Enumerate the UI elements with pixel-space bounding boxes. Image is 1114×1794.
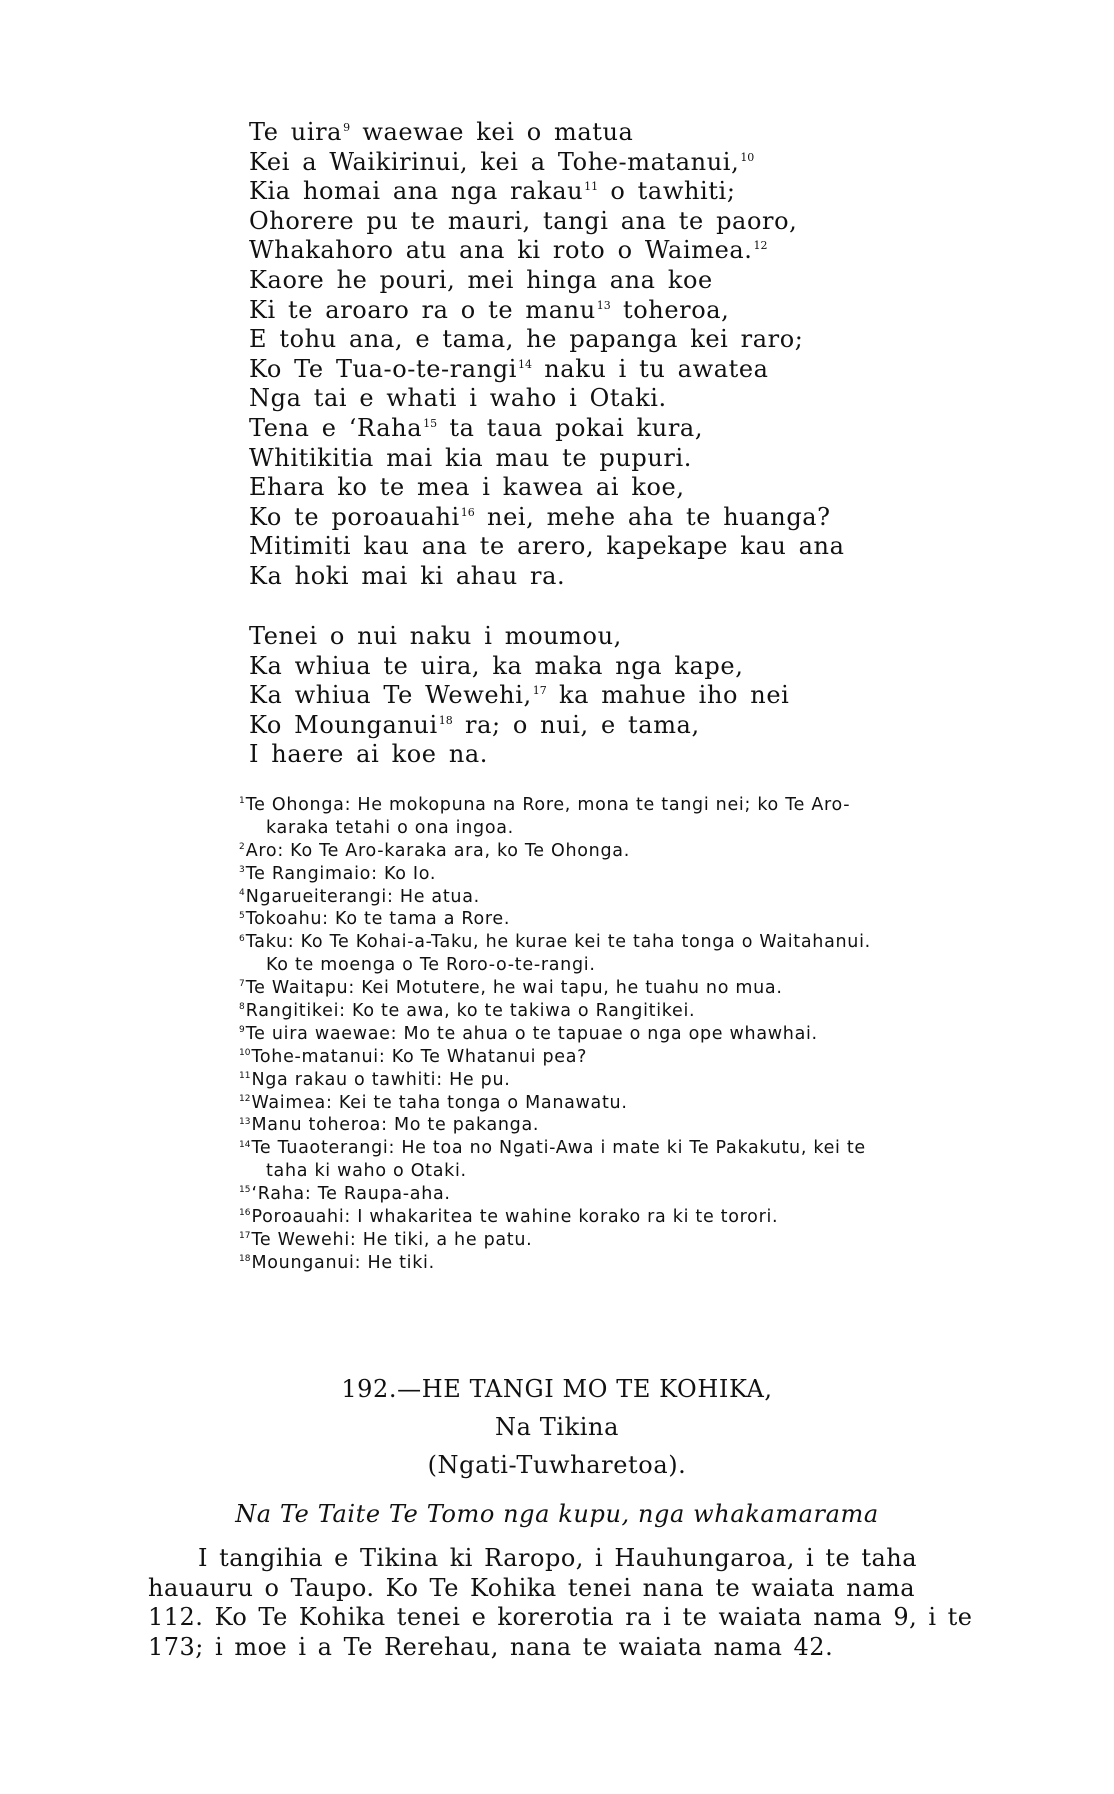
footnote-text: Taku: Ko Te Kohai-a-Taku, he kurae kei te taha tonga o Waitahanui. <box>245 932 871 953</box>
footnote-text: Te Rangimaio: Ko Io. <box>245 863 437 884</box>
verse-line <box>249 118 1069 148</box>
verse-line <box>249 503 1069 533</box>
verse-line <box>249 296 1069 326</box>
verse-stanza-1 <box>249 118 1069 592</box>
verse-line-text: Tena e ‘Raha <box>249 413 423 442</box>
footnote <box>239 817 979 840</box>
footnote-marker: 13 <box>596 298 611 312</box>
song-title: 192.—HE TANGI MO TE KOHIKA, <box>341 1375 773 1403</box>
footnote-number: 11 <box>239 1070 251 1081</box>
verse-stanza-2 <box>249 622 1069 770</box>
footnote-text: Tokoahu: Ko te tama a Rore. <box>245 909 511 930</box>
footnote-number: 12 <box>239 1093 251 1104</box>
verse-line-text: naku i tu awatea <box>532 354 769 383</box>
footnote-number: 9 <box>239 1025 245 1036</box>
verse-line-text: Ko te poroauahi <box>249 502 460 531</box>
verse-line <box>249 325 1069 355</box>
footnote-number: 16 <box>239 1208 251 1219</box>
song-credit: Na Te Taite Te Tomo nga kupu, nga whakamarama <box>235 1500 879 1528</box>
verse-line-text: ka mahue iho nei <box>546 681 790 710</box>
footnote-number: 10 <box>239 1047 251 1058</box>
footnote-number: 3 <box>239 864 245 875</box>
footnote <box>239 1206 979 1229</box>
verse-line-text: o tawhiti; <box>598 177 736 206</box>
footnote-number: 7 <box>239 979 245 990</box>
verse-line <box>249 711 1069 741</box>
footnote-marker: 11 <box>584 180 599 194</box>
footnote <box>239 908 979 931</box>
footnote-number: 18 <box>239 1253 251 1264</box>
footnote <box>239 1183 979 1206</box>
verse-line-text: Ka whiua Te Wewehi, <box>249 681 532 710</box>
footnote-number: 4 <box>239 887 245 898</box>
paragraph-line: I tangihia e Tikina ki Raropo, i Hauhungaroa, i te taha <box>198 1544 918 1572</box>
footnote <box>239 1046 979 1069</box>
verse-line <box>249 444 1069 474</box>
footnote-number: 13 <box>239 1116 251 1127</box>
verse-line <box>249 681 1069 711</box>
footnote-text: Mounganui: He tiki. <box>251 1252 435 1273</box>
verse-line <box>249 473 1069 503</box>
verse-line-text: Ko Te Tua-o-te-rangi <box>249 354 518 383</box>
verse-line <box>249 177 1069 207</box>
footnote <box>239 931 979 954</box>
verse-line-text: Ehara ko te mea i kawea ai koe, <box>249 473 685 502</box>
verse-line-text: ta taua pokai kura, <box>437 413 704 442</box>
verse-line <box>249 414 1069 444</box>
footnote-marker: 12 <box>753 239 768 253</box>
verse-line-text: Mitimiti kau ana te arero, kapekape kau ana <box>249 532 845 561</box>
verse-line-text: I haere ai koe na. <box>249 740 489 769</box>
footnote-text: Te Ohonga: He mokopuna na Rore, mona te tangi nei; ko Te Aro- <box>245 795 851 815</box>
footnote <box>239 794 979 817</box>
footnote-number: 8 <box>239 1002 245 1013</box>
verse-line-text: Ko Mounganui <box>249 710 438 739</box>
verse-line-text: Whitikitia mai kia mau te pupuri. <box>249 443 692 472</box>
footnote-marker: 18 <box>438 713 453 727</box>
footnote <box>239 1252 979 1275</box>
footnote-marker: 17 <box>532 684 547 698</box>
verse-line-text: Ka hoki mai ki ahau ra. <box>249 561 566 590</box>
song-author: Na Tikina <box>494 1413 619 1441</box>
footnote <box>239 1229 979 1252</box>
footnote-text: Te Tuaoterangi: He toa no Ngati-Awa i mate ki Te Pakakutu, kei te <box>251 1138 866 1159</box>
verse-line-text: nei, mehe aha te huanga? <box>474 502 831 531</box>
footnote-text: Nga rakau o tawhiti: He pu. <box>251 1069 511 1090</box>
footnote <box>239 863 979 886</box>
footnote-text: Ko te moenga o Te Roro-o-te-rangi. <box>266 955 596 976</box>
footnote-text: Ngarueiterangi: He atua. <box>245 886 480 907</box>
footnote-text: karaka tetahi o ona ingoa. <box>266 817 514 838</box>
verse-line <box>249 562 1069 592</box>
verse-line <box>249 207 1069 237</box>
footnote <box>239 840 979 863</box>
footnote-text: Waimea: Kei te taha tonga o Manawatu. <box>251 1092 628 1113</box>
footnote-text: Rangitikei: Ko te awa, ko te takiwa o Rangitikei. <box>245 1001 696 1022</box>
paragraph-line: 112. Ko Te Kohika tenei e korerotia ra i te waiata nama 9, i te <box>148 1603 973 1631</box>
verse-line-text: E tohu ana, e tama, he papanga kei raro; <box>249 325 804 354</box>
footnote <box>239 1160 979 1183</box>
verse-line-text: ra; o nui, e tama, <box>452 710 700 739</box>
footnote-text: Manu toheroa: Mo te pakanga. <box>251 1115 540 1136</box>
verse-line-text: Ka whiua te uira, ka maka nga kape, <box>249 651 744 680</box>
paragraph-line: hauauru o Taupo. Ko Te Kohika tenei nana te waiata nama <box>148 1573 916 1602</box>
verse-line <box>249 740 1069 770</box>
footnote-number: 17 <box>239 1231 251 1242</box>
footnote <box>239 1114 979 1137</box>
footnote-marker: 16 <box>460 505 475 519</box>
footnote-marker: 14 <box>518 357 533 371</box>
footnote-text: Te uira waewae: Mo te ahua o te tapuae o nga ope whawhai. <box>245 1023 818 1044</box>
footnote-number: 1 <box>239 796 245 807</box>
footnote-marker: 10 <box>740 150 755 164</box>
verse-line-text: Ki te aroaro ra o te manu <box>249 295 596 324</box>
footnote-number: 2 <box>239 841 245 852</box>
footnote-marker: 9 <box>343 121 351 134</box>
footnote-text: Poroauahi: I whakaritea te wahine korako ra ki te torori. <box>251 1207 779 1228</box>
footnote <box>239 886 979 909</box>
verse-line <box>249 532 1069 562</box>
footnote-text: Te Wewehi: He tiki, a he patu. <box>251 1229 533 1250</box>
verse-line-text: Nga tai e whati i waho i Otaki. <box>249 384 667 413</box>
song-tribe: (Ngati-Tuwharetoa). <box>427 1451 687 1479</box>
verse-line-text: Kaore he pouri, mei hinga ana koe <box>249 265 713 294</box>
verse-line <box>249 148 1069 178</box>
verse-line-text: waewae kei o matua <box>350 118 634 146</box>
verse-line <box>249 355 1069 385</box>
footnote-text: ‘Raha: Te Raupa-aha. <box>251 1184 451 1205</box>
footnote-number: 14 <box>239 1139 251 1150</box>
footnote-number: 6 <box>239 933 245 944</box>
footnote-text: Aro: Ko Te Aro-karaka ara, ko Te Ohonga. <box>245 840 630 861</box>
footnotes-list <box>239 794 979 1275</box>
verse-line-text: Kia homai ana nga rakau <box>249 177 584 206</box>
footnote <box>239 1137 979 1160</box>
footnote <box>239 977 979 1000</box>
verse-line <box>249 266 1069 296</box>
verse-line-text: Te uira <box>249 118 343 146</box>
verse-line-text: Ohorere pu te mauri, tangi ana te paoro, <box>249 206 798 235</box>
footnote-text: taha ki waho o Otaki. <box>266 1161 467 1182</box>
footnote <box>239 1000 979 1023</box>
verse-line-text: Kei a Waikirinui, kei a Tohe-matanui, <box>249 147 740 176</box>
footnote <box>239 1069 979 1092</box>
paragraph-line: 173; i moe i a Te Rerehau, nana te waiata nama 42. <box>148 1632 834 1661</box>
verse-line <box>249 622 1069 652</box>
verse-line-text: toheroa, <box>610 295 730 324</box>
introduction-paragraph <box>148 1544 973 1662</box>
verse-line <box>249 652 1069 682</box>
footnote-number: 15 <box>239 1185 251 1196</box>
verse-line <box>249 384 1069 414</box>
footnote-marker: 15 <box>423 416 438 430</box>
footnote <box>239 954 979 977</box>
verse-line <box>249 236 1069 266</box>
verse-line-text: Tenei o nui naku i moumou, <box>249 622 622 650</box>
footnote-text: Tohe-matanui: Ko Te Whatanui pea? <box>251 1046 588 1067</box>
verse-line-text: Whakahoro atu ana ki roto o Waimea. <box>249 236 753 265</box>
footnote-text: Te Waitapu: Kei Motutere, he wai tapu, he tuahu no mua. <box>245 978 783 999</box>
footnote <box>239 1092 979 1115</box>
footnote-number: 5 <box>239 910 245 921</box>
footnote <box>239 1023 979 1046</box>
